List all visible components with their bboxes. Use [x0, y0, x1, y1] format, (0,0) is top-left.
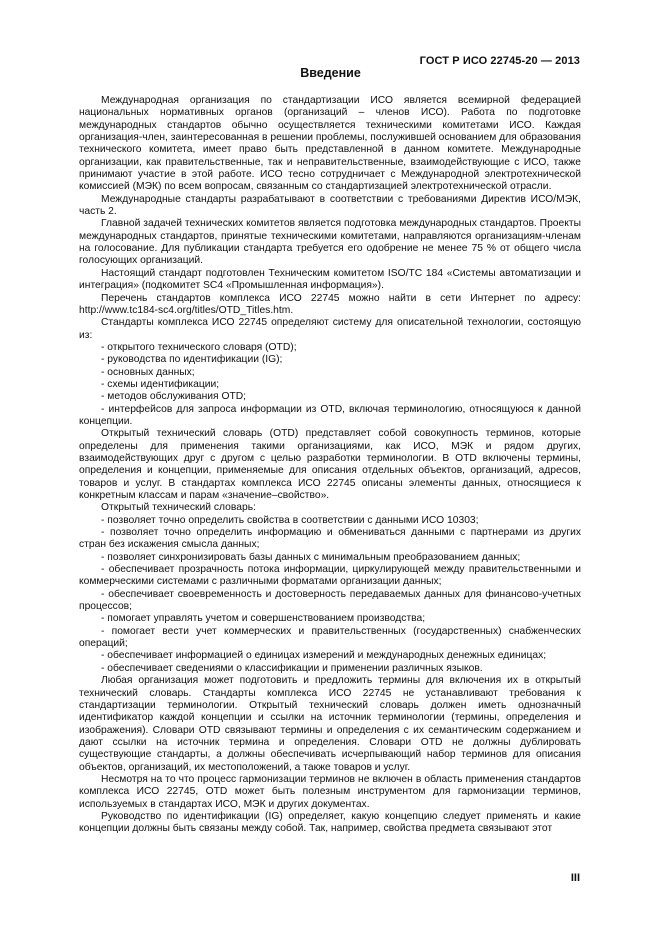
page-number: III: [570, 872, 580, 884]
paragraph: - обеспечивает своевременность и достоверность передаваемых данных для финансово-учетных процессов;: [79, 588, 581, 613]
document-code: ГОСТ Р ИСО 22745-20 — 2013: [419, 55, 580, 67]
paragraph: Главной задачей технических комитетов является подготовка международных стандартов. Проекты международных стандартов, принятые техническими комитетами, направляются организациям-членам на голосование. Для публикации стандарта требуется его одобрение не менее 75 % от общего числа голосующих организаций.: [79, 218, 581, 267]
paragraph: - обеспечивает прозрачность потока информации, циркулирующей между правительственными и коммерческими системами с различными форматами организации данных;: [79, 564, 581, 588]
body-text: [79, 95, 581, 836]
section-title: Введение: [300, 66, 361, 80]
paragraph: - открытого технического словаря (OTD);: [101, 341, 297, 353]
paragraph: - позволяет точно определить свойства в соответствии с данными ИСО 10303;: [101, 514, 479, 526]
paragraph: Перечень стандартов комплекса ИСО 22745 можно найти в сети Интернет по адресу: http://www.tc184-sc4.org/titles/OTD_Titles.htm.: [79, 292, 581, 316]
paragraph: Руководство по идентификации (IG) определяет, какую концепцию следует применять и какие концепции должны быть связаны между собой. Так, например, свойства предмета связывают этот: [79, 810, 581, 835]
paragraph: Стандарты комплекса ИСО 22745 определяют систему для описательной технологии, состоящую из:: [79, 317, 581, 341]
paragraph: - интерфейсов для запроса информации из OTD, включая терминологию, относящуюся к данной концепции.: [79, 403, 581, 427]
paragraph: Любая организация может подготовить и предложить термины для включения их в открытый технический словарь. Стандарты комплекса ИСО 22745 не устанавливают требования к стандартизации терминологии. Открытый технический словарь должен иметь однозначный идентификатор каждой концепции и ссылки на источник терминологии (термины, определения и изображения). Словари OTD связывают термины и определения с их семантическим содержанием и дают ссылки на источник термина и определения. Словари OTD не должны дублировать существующие стандарты, а должны обеспечивать исчерпывающий набор терминов для описания объектов, организаций, их местоположений, а также товаров и услуг.: [79, 675, 581, 773]
paragraph: - помогает управлять учетом и совершенствованием производства;: [101, 613, 426, 625]
paragraph: Настоящий стандарт подготовлен Техническим комитетом ISO/TC 184 «Системы автоматизации и интеграция» (подкомитет SC4 «Промышленная информация»).: [79, 267, 581, 292]
paragraph: Международная организация по стандартизации ИСО является всемирной федерацией национальных нормативных органов (организаций – членов ИСО). Работа по подготовке международных стандартов обычно осуществляется техническими комитетами ИСО. Каждая организация-член, заинтересованная в решении проблемы, послужившей основанием для образования технического комитета, имеет право быть представленной в данном комитете. Международные организации, как правительственные, так и неправительственные, взаимодействующие с ИСО, также принимают участие в этой работе. ИСО тесно сотрудничает с Международной электротехнической комиссией (МЭК) по всем вопросам, связанным со стандартизацией электротехнической отрасли.: [79, 95, 582, 193]
paragraph: Международные стандарты разрабатывают в соответствии с требованиями Директив ИСО/МЭК, часть 2.: [79, 193, 581, 218]
paragraph: - обеспечивает сведениями о классификации и применении различных языков.: [101, 662, 483, 674]
paragraph: - методов обслуживания OTD;: [101, 391, 247, 403]
paragraph: - руководства по идентификации (IG);: [101, 354, 283, 366]
paragraph: - обеспечивает информацией о единицах измерений и международных денежных единицах;: [101, 650, 547, 662]
paragraph: Открытый технический словарь:: [101, 502, 256, 514]
paragraph: - основных данных;: [101, 366, 195, 378]
paragraph: - схемы идентификации;: [101, 378, 220, 390]
paragraph: - помогает вести учет коммерческих и правительственных (государственных) снабженческих операций;: [79, 625, 581, 650]
paragraph: Открытый технический словарь (OTD) представляет собой совокупность терминов, которые определены для применения такими организациями, как ИСО, МЭК и рядом других, взаимодействующих друг с другом с целью разработки терминологии. В OTD включены термины, определения и концепции, применяемые для описания отдельных объектов, организаций, адресов, товаров и услуг. В стандартах комплекса ИСО 22745 описаны элементы данных, относящиеся к конкретным классам и парам «значение–свойство».: [79, 428, 581, 501]
paragraph: - позволяет точно определить информацию и обмениваться данными с партнерами из других стран без искажения смысла данных;: [79, 527, 581, 551]
paragraph: Несмотря на то что процесс гармонизации терминов не включен в область применения стандартов комплекса ИСО 22745, OTD может быть полезным инструментом для гармонизации терминов, используемых в стандартах ИСО, МЭК и других документах.: [79, 773, 581, 810]
paragraph: - позволяет синхронизировать базы данных с минимальным преобразованием данных;: [101, 551, 521, 563]
